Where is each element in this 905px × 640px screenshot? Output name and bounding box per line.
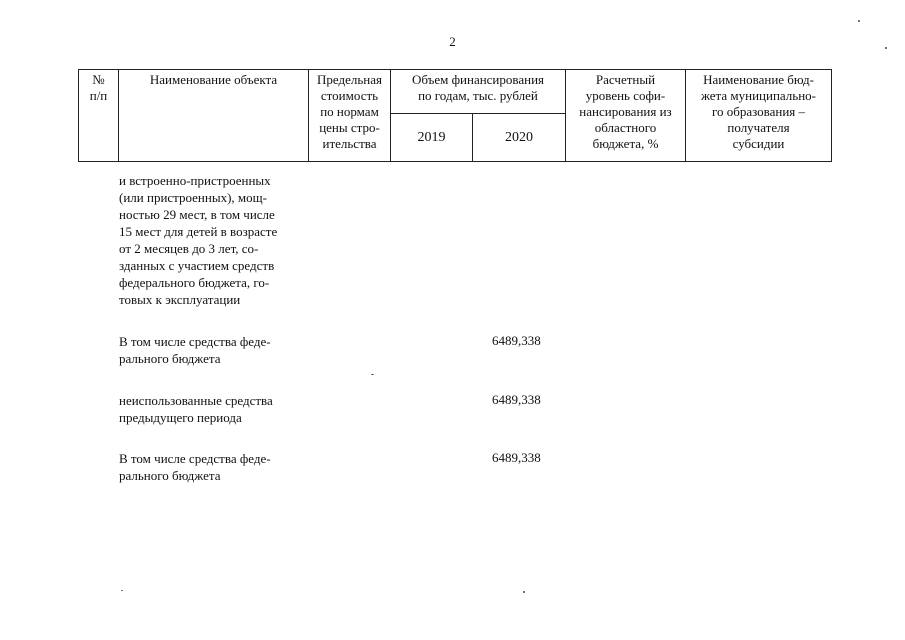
header-col-cofinancing: Расчетный уровень софи- нансирования из областного бюджета, % [566, 70, 686, 162]
header-col-recipient: Наименование бюд- жета муниципально- го образования – получателя субсидии [686, 70, 832, 162]
row-label-federal-budget-1: В том числе средства феде- рального бюджета [119, 334, 271, 366]
row-value-federal-budget-1: 6489,338 [492, 333, 541, 348]
header-col-funding: Объем финансирования по годам, тыс. рублей [391, 70, 566, 114]
header-year-2020: 2020 [473, 114, 566, 162]
row-value-federal-budget-2: 6489,338 [492, 450, 541, 465]
header-col-name: Наименование объекта [119, 70, 309, 162]
page-number: 2 [449, 34, 456, 49]
scan-speck [371, 374, 374, 375]
scan-speck [885, 47, 887, 49]
row-label-unused-funds: неиспользованные средства предыдущего периода [119, 393, 273, 425]
row-value-unused-funds: 6489,338 [492, 392, 541, 407]
row-object-description: и встроенно-пристроенных (или пристроенных), мощ- ностью 29 мест, в том числе 15 мест для детей в возрасте от 2 месяцев до 3 лет, со- зданных с участием средств федерального бюджета, го- товых к эксплуатации [119, 173, 278, 307]
scan-speck [858, 20, 860, 22]
scan-speck [121, 590, 123, 591]
row-label-federal-budget-2: В том числе средства феде- рального бюджета [119, 451, 271, 483]
table-header [78, 69, 832, 162]
header-year-2019: 2019 [391, 114, 473, 162]
header-col-number: № п/п [79, 70, 119, 162]
scan-speck [523, 591, 525, 593]
header-col-max-cost: Предельная стоимость по нормам цены стро- ительства [309, 70, 391, 162]
